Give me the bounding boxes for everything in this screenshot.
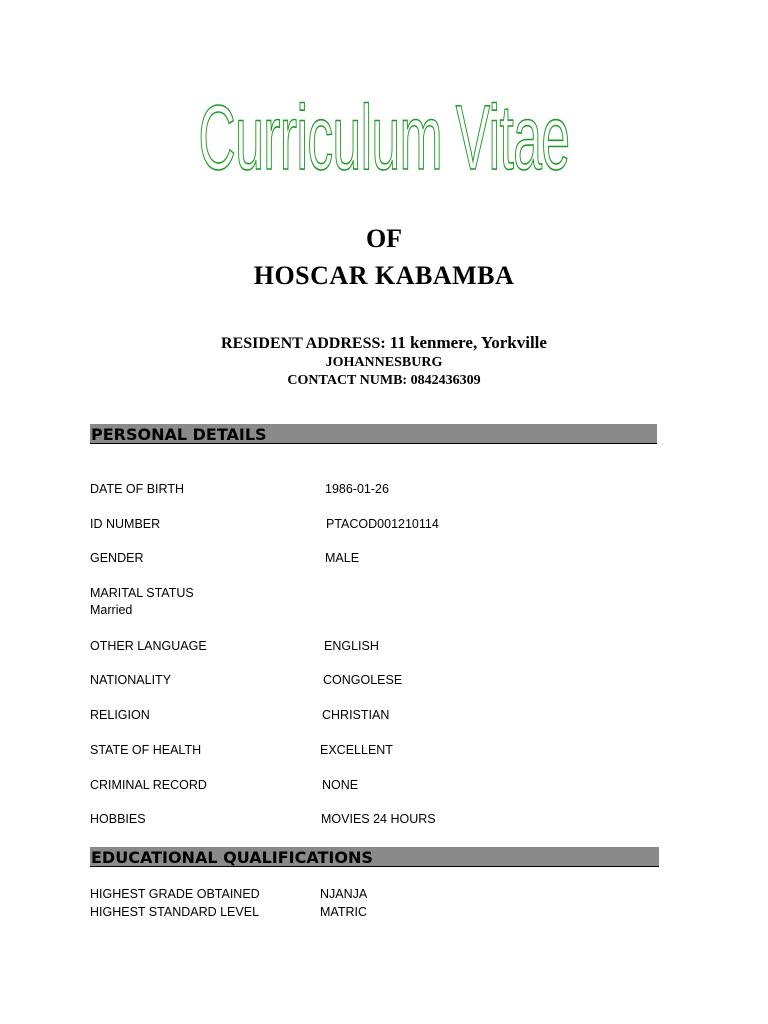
education-row-highest-standard xyxy=(90,904,367,921)
education-label: HIGHEST STANDARD LEVEL xyxy=(90,905,260,919)
contact-number: CONTACT NUMB: 0842436309 xyxy=(287,373,481,388)
education-label: HIGHEST GRADE OBTAINED xyxy=(90,887,260,901)
detail-value: MOVIES 24 HOURS xyxy=(321,812,436,826)
detail-value: EXCELLENT xyxy=(320,743,393,757)
detail-row-nationality xyxy=(90,672,403,689)
detail-label: OTHER LANGUAGE xyxy=(90,639,207,653)
detail-value: MALE xyxy=(325,551,360,565)
education-row-highest-grade xyxy=(90,886,368,903)
detail-row-id-number xyxy=(90,516,439,533)
detail-label: RELIGION xyxy=(90,708,150,722)
detail-value: CHRISTIAN xyxy=(322,708,390,722)
detail-row-state-of-health xyxy=(90,742,393,759)
detail-value: NONE xyxy=(322,778,359,792)
detail-label: GENDER xyxy=(90,551,144,565)
detail-value: ENGLISH xyxy=(324,639,379,653)
detail-row-other-language xyxy=(90,638,379,655)
cv-title: Curriculum Vitae xyxy=(198,87,570,189)
detail-label: CRIMINAL RECORD xyxy=(90,778,207,792)
detail-value: Married xyxy=(90,603,133,617)
detail-row-hobbies xyxy=(90,811,436,828)
applicant-name: HOSCAR KABAMBA xyxy=(253,261,515,290)
detail-value: 1986-01-26 xyxy=(325,482,389,496)
detail-label: MARITAL STATUS xyxy=(90,586,194,600)
education-value: NJANJA xyxy=(320,887,368,901)
detail-label: DATE OF BIRTH xyxy=(90,482,184,496)
detail-label: ID NUMBER xyxy=(90,517,161,531)
detail-value: CONGOLESE xyxy=(323,673,403,687)
detail-row-date-of-birth xyxy=(90,481,389,498)
detail-row-gender xyxy=(90,550,360,567)
section-heading-personal-details: PERSONAL DETAILS xyxy=(90,424,657,444)
address-value: 11 kenmere, Yorkville xyxy=(389,333,547,352)
detail-row-marital-status xyxy=(90,585,194,619)
address-city: JOHANNESBURG xyxy=(325,355,443,370)
title-of: OF xyxy=(365,224,403,253)
resident-address xyxy=(0,333,768,353)
detail-label: HOBBIES xyxy=(90,812,146,826)
detail-label: STATE OF HEALTH xyxy=(90,743,202,757)
detail-row-criminal-record xyxy=(90,777,359,794)
education-value: MATRIC xyxy=(320,905,367,919)
address-label: RESIDENT ADDRESS: xyxy=(221,335,386,352)
section-heading-educational-qualifications: EDUCATIONAL QUALIFICATIONS xyxy=(90,847,659,867)
detail-row-religion xyxy=(90,707,390,724)
detail-label: NATIONALITY xyxy=(90,673,172,687)
detail-value: PTACOD001210114 xyxy=(326,517,439,531)
